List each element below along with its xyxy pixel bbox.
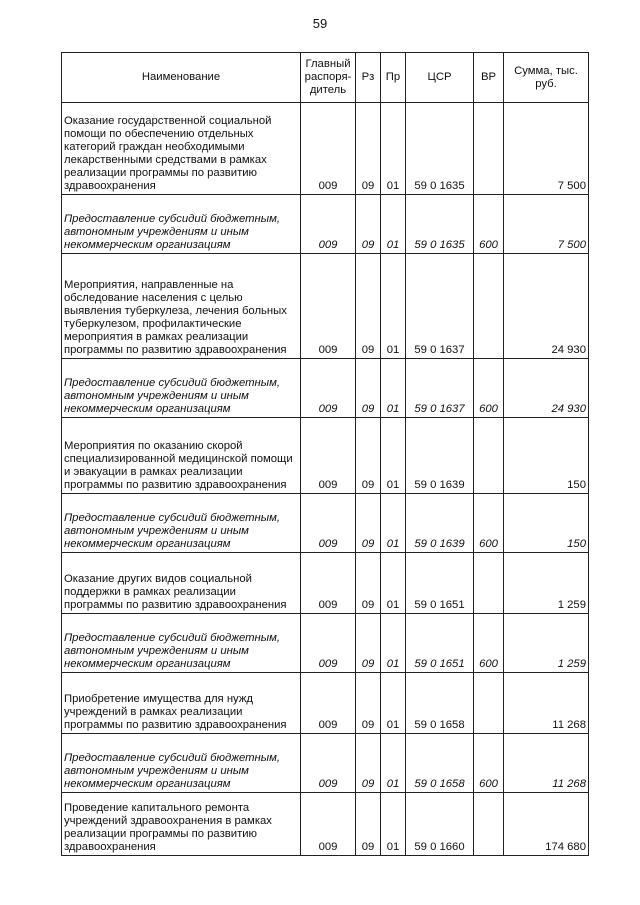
row-csr: 59 0 1639	[406, 418, 474, 494]
row-sum: 24 930	[504, 254, 589, 359]
row-sum: 1 259	[504, 553, 589, 614]
header-rz: Рз	[356, 53, 381, 103]
row-rz: 09	[356, 673, 381, 734]
row-rz: 09	[356, 359, 381, 418]
row-sum: 174 680	[504, 793, 589, 856]
row-csr: 59 0 1651	[406, 553, 474, 614]
header-vr: ВР	[474, 53, 504, 103]
row-pr: 01	[381, 359, 406, 418]
header-pr: Пр	[381, 53, 406, 103]
row-name: Оказание государственной социальной помощи по обеспечению отдельных категорий граждан необходимыми лекарственными средствами в рамках реализации программы по развитию здравоохранения	[62, 103, 301, 195]
page-number: 59	[312, 16, 328, 31]
row-name: Предоставление субсидий бюджетным, автономным учреждениям и иным некоммерческим организациям	[62, 734, 301, 793]
header-name: Наименование	[62, 53, 301, 103]
row-csr: 59 0 1660	[406, 793, 474, 856]
row-sum: 150	[504, 418, 589, 494]
row-csr: 59 0 1658	[406, 734, 474, 793]
table-row	[62, 103, 589, 195]
row-name: Мероприятия, направленные на обследование населения с целью выявления туберкулеза, лечения больных туберкулезом, профилактические мероприятия в рамках реализации программы по развитию здравоохранения	[62, 254, 301, 359]
row-vr: 600	[474, 614, 504, 673]
row-main-manager: 009	[301, 418, 356, 494]
row-vr: 600	[474, 494, 504, 553]
row-rz: 09	[356, 614, 381, 673]
row-rz: 09	[356, 254, 381, 359]
row-vr	[474, 673, 504, 734]
table-header-row	[62, 53, 589, 103]
row-sum: 150	[504, 494, 589, 553]
row-main-manager: 009	[301, 734, 356, 793]
row-sum: 1 259	[504, 614, 589, 673]
row-pr: 01	[381, 673, 406, 734]
row-pr: 01	[381, 734, 406, 793]
row-name: Предоставление субсидий бюджетным, автономным учреждениям и иным некоммерческим организациям	[62, 614, 301, 673]
table-row	[62, 359, 589, 418]
row-name: Приобретение имущества для нужд учреждений в рамках реализации программы по развитию здравоохранения	[62, 673, 301, 734]
row-main-manager: 009	[301, 614, 356, 673]
table-row	[62, 734, 589, 793]
row-pr: 01	[381, 418, 406, 494]
row-sum: 11 268	[504, 673, 589, 734]
table-row	[62, 195, 589, 254]
header-main-manager: Главный распоря-дитель	[301, 53, 356, 103]
row-rz: 09	[356, 103, 381, 195]
row-vr: 600	[474, 734, 504, 793]
row-csr: 59 0 1658	[406, 673, 474, 734]
row-csr: 59 0 1651	[406, 614, 474, 673]
row-vr	[474, 553, 504, 614]
row-vr	[474, 418, 504, 494]
row-pr: 01	[381, 494, 406, 553]
table-row	[62, 418, 589, 494]
row-main-manager: 009	[301, 359, 356, 418]
row-rz: 09	[356, 195, 381, 254]
row-main-manager: 009	[301, 673, 356, 734]
row-vr	[474, 793, 504, 856]
row-pr: 01	[381, 195, 406, 254]
header-csr: ЦСР	[406, 53, 474, 103]
row-rz: 09	[356, 734, 381, 793]
row-pr: 01	[381, 793, 406, 856]
row-sum: 24 930	[504, 359, 589, 418]
row-main-manager: 009	[301, 254, 356, 359]
row-rz: 09	[356, 793, 381, 856]
row-name: Проведение капитального ремонта учреждений здравоохранения в рамках реализации программы по развитию здравоохранения	[62, 793, 301, 856]
row-main-manager: 009	[301, 793, 356, 856]
row-main-manager: 009	[301, 494, 356, 553]
row-vr	[474, 254, 504, 359]
row-main-manager: 009	[301, 195, 356, 254]
row-name: Предоставление субсидий бюджетным, автономным учреждениям и иным некоммерческим организациям	[62, 359, 301, 418]
row-rz: 09	[356, 494, 381, 553]
budget-table	[61, 52, 589, 856]
row-main-manager: 009	[301, 103, 356, 195]
row-rz: 09	[356, 418, 381, 494]
table-row	[62, 673, 589, 734]
table-row	[62, 553, 589, 614]
table-row	[62, 793, 589, 856]
row-vr: 600	[474, 195, 504, 254]
row-sum: 7 500	[504, 195, 589, 254]
row-pr: 01	[381, 254, 406, 359]
row-pr: 01	[381, 614, 406, 673]
row-csr: 59 0 1639	[406, 494, 474, 553]
row-main-manager: 009	[301, 553, 356, 614]
table-row	[62, 614, 589, 673]
header-sum: Сумма, тыс. руб.	[504, 53, 589, 103]
row-name: Мероприятия по оказанию скорой специализированной медицинской помощи и эвакуации в рамках реализации программы по развитию здравоохранения	[62, 418, 301, 494]
row-pr: 01	[381, 553, 406, 614]
row-csr: 59 0 1637	[406, 359, 474, 418]
row-vr	[474, 103, 504, 195]
row-vr: 600	[474, 359, 504, 418]
row-csr: 59 0 1635	[406, 103, 474, 195]
row-csr: 59 0 1637	[406, 254, 474, 359]
row-name: Предоставление субсидий бюджетным, автономным учреждениям и иным некоммерческим организациям	[62, 494, 301, 553]
row-csr: 59 0 1635	[406, 195, 474, 254]
table-row	[62, 494, 589, 553]
row-name: Предоставление субсидий бюджетным, автономным учреждениям и иным некоммерческим организациям	[62, 195, 301, 254]
row-sum: 7 500	[504, 103, 589, 195]
row-name: Оказание других видов социальной поддержки в рамках реализации программы по развитию здравоохранения	[62, 553, 301, 614]
table-row	[62, 254, 589, 359]
row-pr: 01	[381, 103, 406, 195]
row-sum: 11 268	[504, 734, 589, 793]
row-rz: 09	[356, 553, 381, 614]
